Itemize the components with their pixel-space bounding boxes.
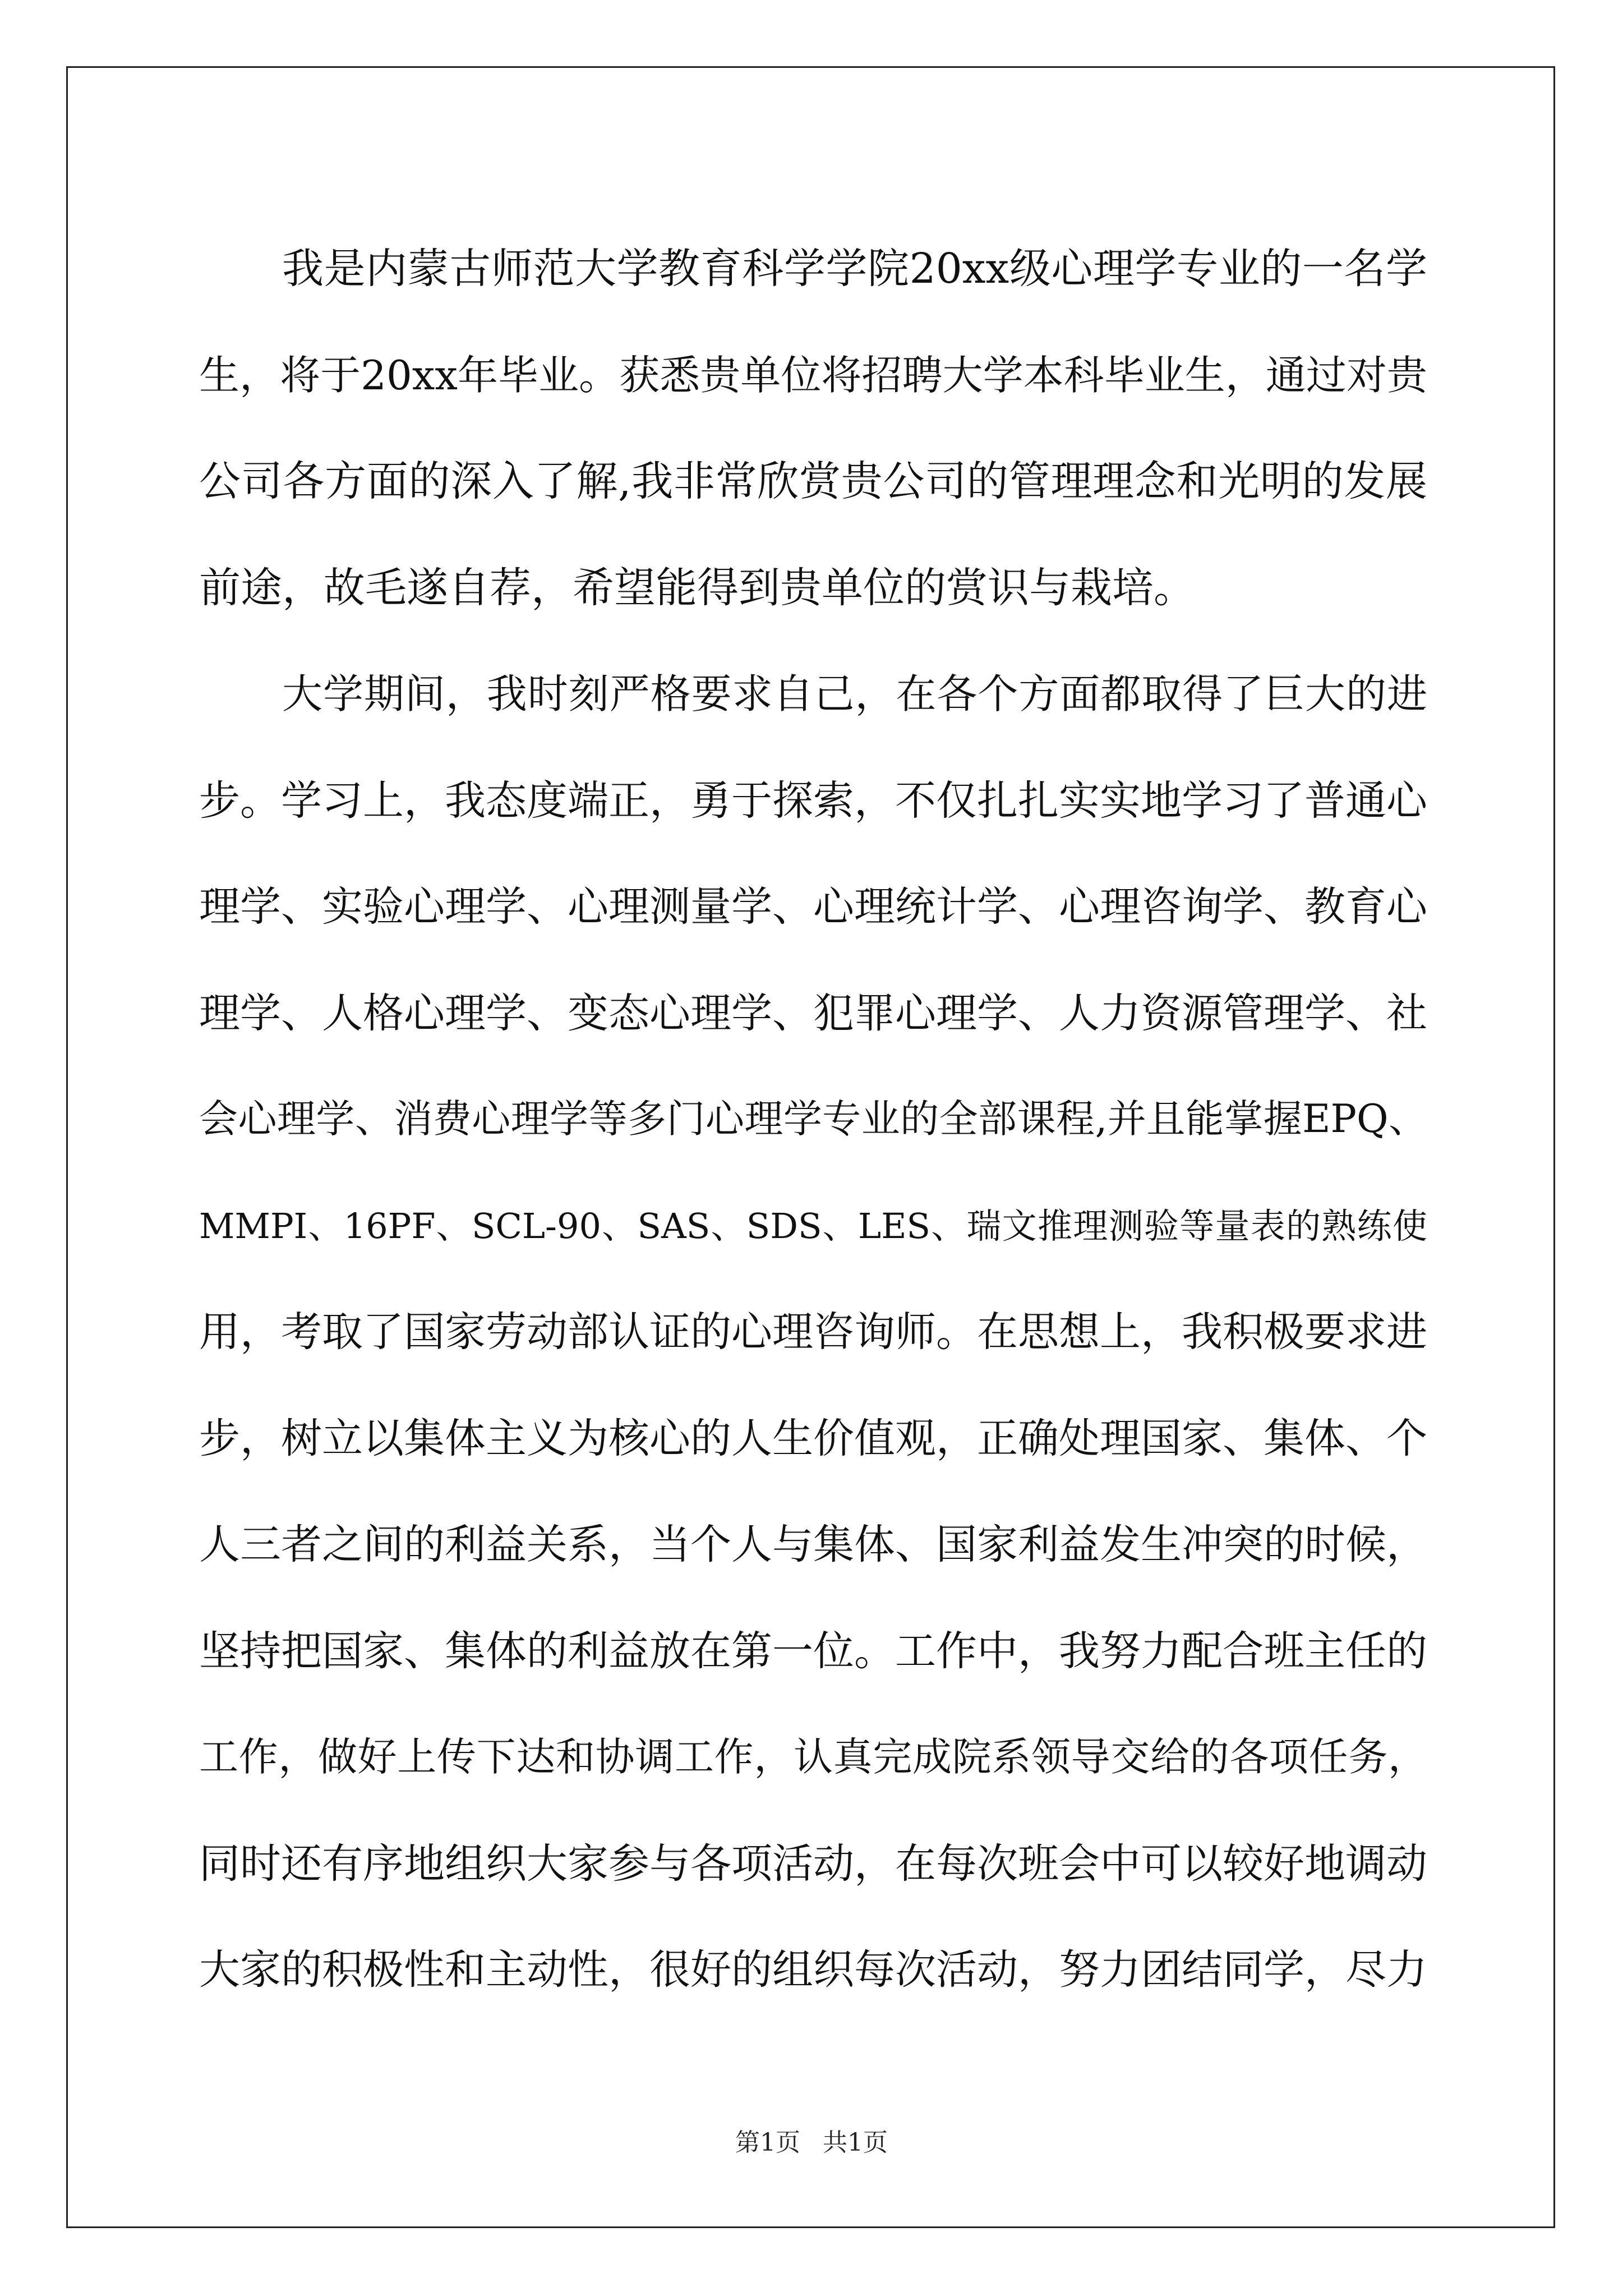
text-line: 坚持把国家、集体的利益放在第一位。工作中，我努力配合班主任的	[199, 1627, 1427, 1675]
text-line: 同时还有序地组织大家参与各项活动，在每次班会中可以较好地调动	[199, 1839, 1427, 1888]
page-number: 第1页	[735, 2128, 800, 2157]
text-line: 用，考取了国家劳动部认证的心理咨询师。在思想上，我积极要求进	[199, 1308, 1427, 1356]
document-body	[199, 216, 1427, 2023]
text-line: 生，将于20xx年毕业。获悉贵单位将招聘大学本科毕业生，通过对贵	[199, 351, 1427, 399]
text-line: 我是内蒙古师范大学教育科学学院20xx级心理学专业的一名学	[282, 245, 1427, 293]
page-footer	[0, 2126, 1623, 2160]
text-line: 理学、人格心理学、变态心理学、犯罪心理学、人力资源管理学、社	[199, 989, 1427, 1037]
text-line: 工作，做好上传下达和协调工作，认真完成院系领导交给的各项任务，	[199, 1734, 1427, 1780]
text-line: 大学期间，我时刻严格要求自己，在各个方面都取得了巨大的进	[282, 670, 1427, 717]
page-total: 共1页	[823, 2128, 888, 2157]
text-line: 大家的积极性和主动性，很好的组织每次活动，努力团结同学，尽力	[199, 1946, 1427, 1994]
text-line: 会心理学、消费心理学等多门心理学专业的全部课程,并且能掌握EPQ、	[199, 1097, 1427, 1142]
text-line: 理学、实验心理学、心理测量学、心理统计学、心理咨询学、教育心	[199, 883, 1427, 931]
paragraph-1	[199, 216, 1427, 641]
text-line: 公司各方面的深入了解,我非常欣赏贵公司的管理理念和光明的发展	[199, 457, 1427, 505]
text-line: 步，树立以集体主义为核心的人生价值观，正确处理国家、集体、个	[199, 1414, 1427, 1462]
text-line: MMPI、16PF、SCL-90、SAS、SDS、LES、瑞文推理测验等量表的熟练使	[199, 1205, 1427, 1246]
text-line: 步。学习上，我态度端正，勇于探索，不仅扎扎实实地学习了普通心	[199, 776, 1427, 825]
paragraph-2	[199, 641, 1427, 2023]
text-line: 前途，故毛遂自荐，希望能得到贵单位的赏识与栽培。	[199, 563, 1195, 612]
text-line: 人三者之间的利益关系，当个人与集体、国家利益发生冲突的时候，	[199, 1521, 1427, 1568]
